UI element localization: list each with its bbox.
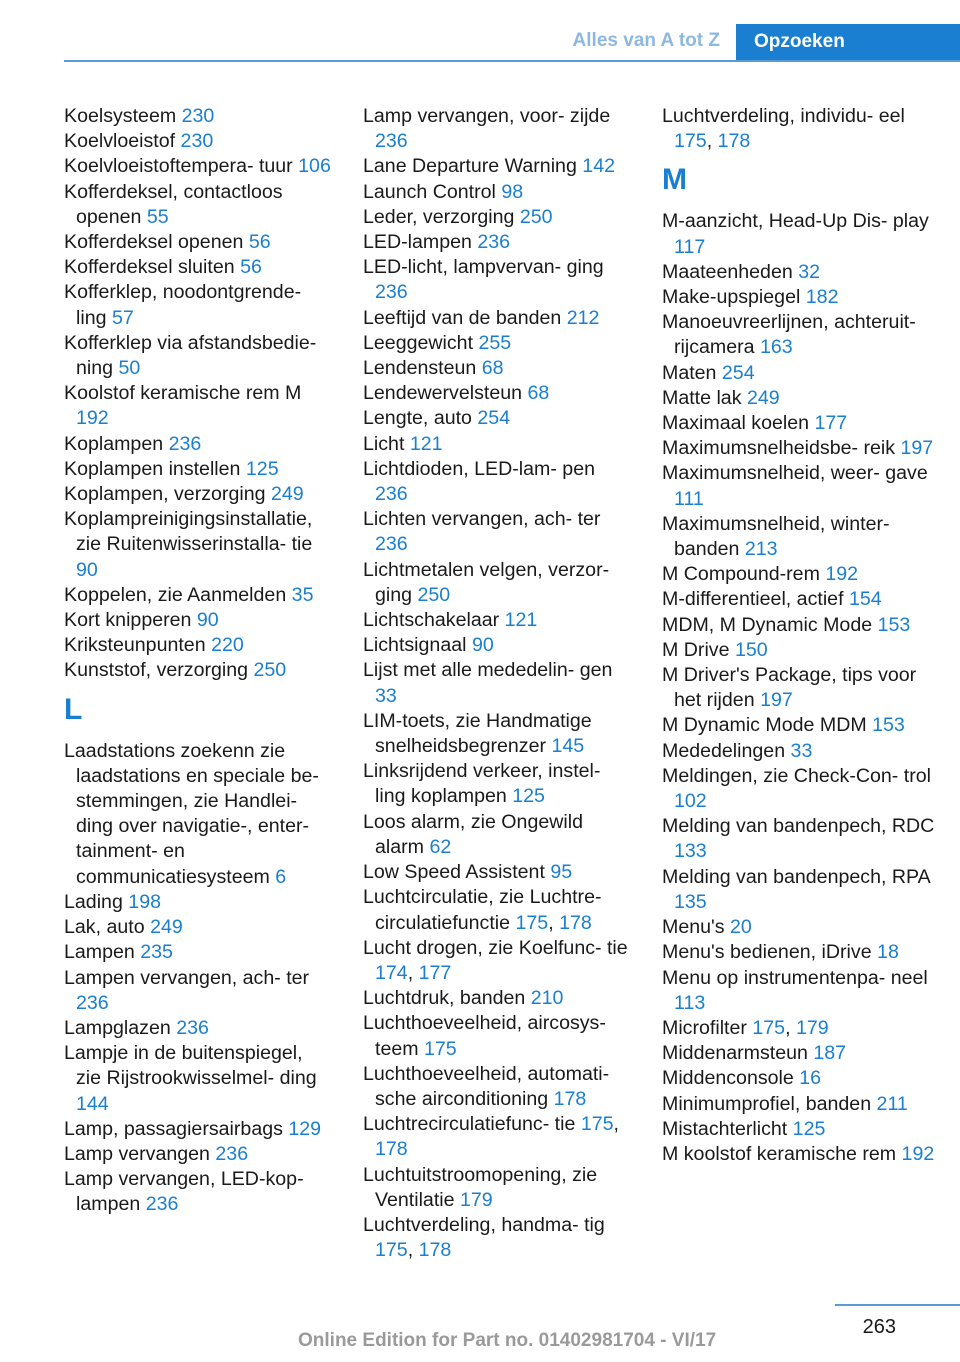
index-term: Kofferklep via afstandsbedie‐ ning	[64, 331, 317, 380]
page-link[interactable]: 18	[877, 941, 899, 964]
index-term: Koelvloeistoftempera‐ tuur	[64, 155, 299, 178]
index-term: M-aanzicht, Head-Up Dis‐ play	[662, 210, 929, 233]
page-link[interactable]: 106	[298, 155, 331, 178]
page-link[interactable]: 125	[512, 785, 545, 808]
page-link[interactable]: 68	[527, 382, 550, 405]
index-entry	[363, 1011, 631, 1061]
index-term: Melding van bandenpech, RPA	[662, 865, 930, 888]
index-term: Leder, verzorging	[363, 205, 520, 228]
index-entry	[64, 280, 332, 330]
index-entry	[64, 230, 332, 255]
page-link[interactable]: 236	[76, 991, 109, 1014]
index-term: Lampglazen	[64, 1016, 177, 1039]
page-link[interactable]: 32	[798, 260, 820, 283]
index-term: Lichtsignaal	[363, 634, 472, 657]
index-entry	[363, 457, 631, 507]
index-entry	[363, 331, 631, 356]
index-entry	[363, 406, 631, 431]
index-entry	[662, 814, 940, 864]
index-entry	[64, 381, 332, 431]
index-entry	[363, 558, 631, 608]
index-term: LED-lampen	[363, 231, 478, 254]
page-link[interactable]: 90	[76, 558, 98, 581]
index-entry	[662, 613, 940, 638]
page-link[interactable]: 192	[901, 1142, 935, 1165]
index-term: Maximumsnelheid, winter‐ banden	[662, 512, 890, 561]
index-entry	[662, 436, 940, 461]
page-link[interactable]: 178	[375, 1138, 408, 1161]
index-term: Maximumsnelheidsbe‐ reik	[662, 437, 901, 460]
page-link[interactable]: 145	[551, 735, 585, 758]
index-entry	[64, 180, 332, 230]
index-term: Lamp vervangen, LED-kop‐ lampen	[64, 1168, 304, 1216]
index-entry	[662, 966, 940, 1016]
page-link[interactable]: 102	[674, 790, 707, 813]
index-term: MDM, M Dynamic Mode	[662, 613, 878, 636]
index-entry	[64, 966, 332, 1016]
index-entry	[64, 432, 332, 457]
index-term: Lendensteun	[363, 357, 482, 380]
page-link[interactable]: 57	[111, 306, 134, 329]
page-link[interactable]: 62	[429, 835, 452, 858]
index-term: Koelsysteem	[64, 105, 182, 127]
page-link[interactable]: 56	[240, 256, 262, 279]
index-term: Koplampen instellen	[64, 457, 246, 480]
index-entry	[64, 658, 332, 683]
index-entry: Luchtverdeling, individu‐ eel 175, 178	[662, 105, 905, 153]
index-entry	[64, 482, 332, 507]
index-entry	[363, 986, 631, 1011]
index-entry	[662, 1142, 940, 1167]
page-link[interactable]: 175	[580, 1113, 614, 1136]
header-divider	[64, 60, 960, 62]
page-link[interactable]: 179	[459, 1188, 493, 1211]
page-link[interactable]: 35	[291, 583, 314, 606]
index-term: Lucht drogen, zie Koelfunc‐ tie	[363, 936, 628, 959]
index-entry	[662, 587, 940, 612]
page-link[interactable]: 133	[674, 840, 707, 863]
page-link[interactable]: 33	[375, 684, 397, 707]
index-term: Kofferdeksel sluiten	[64, 256, 241, 279]
index-term: Manoeuvreerlijnen, achteruit‐ rijcamera	[662, 311, 916, 359]
index-entry	[64, 104, 332, 129]
page-link[interactable]: 198	[128, 890, 161, 913]
index-entry	[363, 810, 631, 860]
index-entry	[662, 1066, 940, 1091]
index-term: Maximumsnelheid, weer‐ gave	[662, 462, 928, 485]
index-term: Kofferdeksel openen	[64, 231, 249, 254]
index-entry: Luchtrecirculatiefunc‐ tie 175, 178	[363, 1113, 619, 1161]
index-entry	[363, 432, 631, 457]
page-link[interactable]: 211	[876, 1092, 908, 1115]
index-entry	[363, 759, 631, 809]
index-column-3	[662, 104, 940, 1167]
page-link[interactable]: 121	[504, 609, 538, 632]
index-entry	[662, 1092, 940, 1117]
index-entry	[64, 1016, 332, 1041]
index-term: Luchthoeveelheid, automati‐ sche airconditioning	[363, 1062, 610, 1110]
index-term: Lak, auto	[64, 916, 151, 939]
page-link[interactable]: 20	[730, 916, 752, 939]
page-link[interactable]: 175	[752, 1016, 786, 1039]
page-link[interactable]: 230	[180, 130, 214, 153]
index-term: Menu's bedienen, iDrive	[662, 941, 878, 964]
index-entry	[64, 457, 332, 482]
index-term: Luchtrecirculatiefunc‐ tie	[363, 1113, 581, 1136]
index-term: Lampje in de buitenspiegel, zie Rijstrookwisselmel‐ ding	[64, 1042, 317, 1090]
index-term: Loos alarm, zie Ongewild alarm	[363, 810, 583, 858]
index-entry	[662, 209, 940, 259]
page-link[interactable]: 178	[418, 1239, 452, 1262]
index-term: M Dynamic Mode MDM	[662, 714, 873, 737]
index-entry	[662, 1117, 940, 1142]
page-link[interactable]: 121	[409, 432, 443, 455]
index-entry	[64, 129, 332, 154]
index-term: Meldingen, zie Check-Con‐ trol	[662, 764, 931, 787]
page-link[interactable]: 250	[417, 583, 451, 606]
index-term: Lijst met alle mededelin‐ gen	[363, 659, 613, 682]
page-link[interactable]: 153	[872, 714, 905, 737]
page-link[interactable]: 144	[76, 1092, 109, 1115]
page-link[interactable]: 220	[211, 634, 244, 657]
page-link[interactable]: 90	[196, 609, 219, 632]
page-link[interactable]: 90	[471, 634, 494, 657]
page-link[interactable]: 95	[550, 861, 573, 884]
index-entry	[662, 915, 940, 940]
index-term: Maateenheden	[662, 260, 799, 283]
page-link[interactable]: 6	[275, 865, 287, 888]
index-term: Kofferdeksel, contactloos openen	[64, 180, 283, 228]
index-entry	[363, 507, 631, 557]
index-entry	[363, 255, 631, 305]
index-entry	[363, 104, 631, 154]
page-link[interactable]: 249	[150, 916, 183, 939]
index-entry	[363, 356, 631, 381]
index-term: Kunststof, verzorging	[64, 659, 254, 682]
index-term: Lamp vervangen	[64, 1142, 216, 1165]
page-link[interactable]: 177	[418, 961, 452, 984]
page-link[interactable]: 236	[375, 281, 408, 304]
index-term: Leeftijd van de banden	[363, 306, 567, 329]
index-term: Koplampen, verzorging	[64, 483, 271, 506]
index-entry	[64, 507, 332, 583]
index-entry	[363, 709, 631, 759]
page-link[interactable]: 249	[270, 483, 304, 506]
index-entry	[64, 633, 332, 658]
index-entry	[363, 860, 631, 885]
page-link[interactable]: 163	[760, 336, 793, 359]
page-link[interactable]: 50	[118, 357, 141, 380]
page-link[interactable]: 236	[168, 432, 202, 455]
index-entry	[363, 154, 631, 179]
index-entry	[662, 285, 940, 310]
index-term: M koolstof keramische rem	[662, 1142, 902, 1165]
index-term: Lengte, auto	[363, 407, 478, 430]
index-term: Lichtdioden, LED-lam‐ pen	[363, 457, 595, 480]
index-entry	[363, 658, 631, 708]
index-entry	[64, 1117, 332, 1142]
index-term: Lendewervelsteun	[363, 382, 528, 405]
index-entry	[64, 331, 332, 381]
index-term: Luchtverdeling, individu‐ eel	[662, 105, 905, 127]
index-column-1	[64, 104, 332, 1218]
page-link[interactable]: 150	[734, 638, 768, 661]
page-link[interactable]: 236	[215, 1142, 249, 1165]
page-link[interactable]: 236	[375, 533, 408, 556]
page-link[interactable]: 175	[424, 1037, 457, 1060]
index-entry	[662, 764, 940, 814]
index-entry	[363, 381, 631, 406]
page-link[interactable]: 175	[674, 130, 707, 153]
index-entry	[662, 562, 940, 587]
index-term: Lane Departure Warning	[363, 155, 583, 178]
index-term: Kriksteunpunten	[64, 634, 212, 657]
page-link[interactable]: 254	[477, 407, 511, 430]
index-letter-heading: L	[64, 692, 83, 726]
index-entry	[662, 739, 940, 764]
index-term: Mistachterlicht	[662, 1117, 793, 1140]
index-entry	[64, 915, 332, 940]
index-term: Kort knipperen	[64, 609, 197, 632]
index-term: Lampen vervangen, ach‐ ter	[64, 966, 310, 989]
page-link[interactable]: 125	[245, 457, 279, 480]
index-term: Koolstof keramische rem M	[64, 382, 302, 405]
index-term: Maten	[662, 361, 722, 384]
index-term: LIM-toets, zie Handmatige snelheidsbegrenzer	[363, 709, 592, 758]
index-term: Lampen	[64, 941, 141, 964]
page-link[interactable]: 236	[375, 130, 408, 153]
index-entry	[64, 1167, 332, 1217]
page-link[interactable]: 16	[799, 1067, 822, 1090]
index-entry	[662, 713, 940, 738]
index-entry	[363, 608, 631, 633]
index-term: Maximaal koelen	[662, 412, 815, 435]
page-link[interactable]: 154	[848, 588, 882, 611]
page-link[interactable]: 177	[814, 412, 848, 435]
index-letter-heading: M	[662, 163, 687, 197]
index-entry	[662, 361, 940, 386]
index-term: Microfilter	[662, 1016, 753, 1039]
index-entry	[363, 205, 631, 230]
index-entry: Luchtverdeling, handma‐ tig 175, 178	[363, 1213, 605, 1262]
index-entry	[662, 386, 940, 411]
page-link[interactable]: 174	[375, 961, 408, 984]
index-term: Lamp, passagiersairbags	[64, 1117, 289, 1140]
edition-note: Online Edition for Part no. 01402981704 - VI/17	[298, 1330, 717, 1351]
index-term: Melding van bandenpech, RDC	[662, 815, 935, 838]
page-link[interactable]: 125	[792, 1117, 826, 1140]
index-entry	[64, 154, 332, 179]
page-link[interactable]: 197	[760, 689, 793, 712]
index-entry: Microfilter 175, 179	[662, 1016, 829, 1039]
page-link[interactable]: 236	[477, 231, 511, 254]
page-link[interactable]: 230	[181, 105, 215, 127]
page-link[interactable]: 98	[501, 180, 524, 203]
index-term: Linksrijdend verkeer, instel‐ ling koplampen	[363, 760, 601, 808]
index-term: Mededelingen	[662, 739, 791, 762]
index-term: Koppelen, zie Aanmelden	[64, 583, 292, 606]
page-link[interactable]: 187	[813, 1042, 847, 1065]
index-entry	[363, 1062, 631, 1112]
page-link[interactable]: 153	[877, 613, 911, 636]
page-link[interactable]: 192	[825, 563, 859, 586]
index-term: Luchtuitstroomopening, zie Ventilatie	[363, 1163, 598, 1211]
page-link[interactable]: 129	[288, 1117, 322, 1140]
page-link[interactable]: 33	[790, 739, 813, 762]
chapter-tab[interactable]: Opzoeken	[736, 24, 960, 62]
index-term: M Compound-rem	[662, 563, 826, 586]
index-term: Laadstations zoekenn zie laadstations en speciale be‐ stemmingen, zie Handlei‐ ding over navigatie-, enter‐ tainment- en communicatiesysteem	[64, 739, 319, 888]
index-term: Koelvloeistof	[64, 130, 181, 153]
page-link[interactable]: 213	[744, 538, 778, 561]
page-link[interactable]: 178	[717, 130, 751, 153]
index-term: Koplampreinigingsinstallatie, zie Ruitenwisserinstalla‐ tie	[64, 508, 313, 556]
page-link[interactable]: 56	[248, 231, 271, 254]
index-entry	[662, 512, 940, 562]
index-term: Matte lak	[662, 386, 747, 409]
index-term: Kofferklep, noodontgrende‐ ling	[64, 281, 302, 329]
page-header	[0, 0, 960, 62]
page-link[interactable]: 192	[76, 407, 109, 430]
index-entry	[662, 663, 940, 713]
index-entry	[363, 230, 631, 255]
index-term: Luchtdruk, banden	[363, 987, 531, 1010]
index-entry	[662, 260, 940, 285]
index-term: Lading	[64, 890, 129, 913]
page-link[interactable]: 175	[375, 1239, 408, 1262]
index-entry	[662, 411, 940, 436]
index-entry	[662, 1041, 940, 1066]
index-entry	[64, 940, 332, 965]
index-entry	[662, 461, 940, 511]
index-term: Luchthoeveelheid, aircosys‐ teem	[363, 1012, 606, 1060]
page-link[interactable]: 210	[530, 987, 564, 1010]
index-term: Lichtschakelaar	[363, 609, 505, 632]
page-link[interactable]: 250	[519, 205, 553, 228]
index-entry	[363, 1163, 631, 1213]
page-link[interactable]: 249	[746, 386, 780, 409]
index-term: Luchtverdeling, handma‐ tig	[363, 1213, 605, 1236]
page-link[interactable]: 179	[795, 1016, 829, 1039]
page-link[interactable]: 68	[481, 357, 504, 380]
index-entry	[662, 940, 940, 965]
index-term: Koplampen	[64, 432, 169, 455]
index-entry	[64, 583, 332, 608]
page-link[interactable]: 250	[253, 659, 287, 682]
page-link[interactable]: 255	[478, 331, 512, 354]
page-link[interactable]: 236	[176, 1016, 209, 1039]
index-term: Low Speed Assistent	[363, 861, 551, 884]
index-term: Middenconsole	[662, 1067, 800, 1090]
index-term: Lichtmetalen velgen, verzor‐ ging	[363, 558, 610, 606]
index-entry	[64, 739, 332, 890]
index-term: Make-upspiegel	[662, 286, 806, 309]
index-entry: Lucht drogen, zie Koelfunc‐ tie 174, 177	[363, 936, 628, 984]
page-link[interactable]: 111	[674, 487, 704, 510]
page-link[interactable]: 197	[900, 437, 934, 460]
index-entry	[64, 255, 332, 280]
index-entry	[64, 608, 332, 633]
page-link[interactable]: 178	[559, 911, 592, 934]
index-entry	[64, 1142, 332, 1167]
index-term: Lichten vervangen, ach‐ ter	[363, 508, 601, 531]
index-entry	[662, 310, 940, 360]
index-term: Launch Control	[363, 180, 502, 203]
index-term: LED-licht, lampvervan‐ ging	[363, 256, 604, 279]
index-entry: Luchtcirculatie, zie Luchtre‐ circulatiefunctie 175, 178	[363, 886, 602, 934]
index-term: Middenarmsteun	[662, 1042, 814, 1065]
index-column-2	[363, 104, 631, 1263]
index-term: Luchtcirculatie, zie Luchtre‐ circulatiefunctie	[363, 886, 602, 934]
page-link[interactable]: 117	[674, 235, 706, 258]
page-link[interactable]: 135	[674, 890, 707, 913]
index-term: Menu's	[662, 916, 730, 939]
page-link[interactable]: 142	[582, 155, 615, 178]
index-entry	[363, 306, 631, 331]
index-term: M Driver's Package, tips voor het rijden	[662, 664, 917, 712]
page-link[interactable]: 55	[146, 205, 169, 228]
page-link[interactable]: 235	[140, 941, 173, 964]
index-term: M-differentieel, actief	[662, 588, 849, 611]
page-link[interactable]: 236	[145, 1193, 179, 1216]
page-link[interactable]: 212	[566, 306, 600, 329]
footer-divider	[835, 1304, 960, 1306]
index-term: M Drive	[662, 638, 735, 661]
page-link[interactable]: 182	[805, 286, 839, 309]
page-number: 263	[862, 1316, 896, 1338]
page-link[interactable]: 113	[674, 991, 706, 1014]
index-term: Minimumprofiel, banden	[662, 1092, 877, 1115]
index-term: Leeggewicht	[363, 331, 479, 354]
index-term: Lamp vervangen, voor‐ zijde	[363, 105, 611, 127]
index-entry	[363, 633, 631, 658]
index-entry	[64, 1041, 332, 1117]
page-link[interactable]: 178	[553, 1087, 587, 1110]
index-entry	[662, 865, 940, 915]
index-entry	[363, 180, 631, 205]
section-title: Alles van A tot Z	[572, 30, 720, 51]
page-link[interactable]: 254	[721, 361, 755, 384]
index-term: Licht	[363, 432, 410, 455]
index-entry	[662, 638, 940, 663]
index-term: Menu op instrumentenpa‐ neel	[662, 966, 928, 989]
page-link[interactable]: 175	[515, 911, 549, 934]
page-link[interactable]: 236	[375, 483, 408, 506]
index-entry	[64, 890, 332, 915]
